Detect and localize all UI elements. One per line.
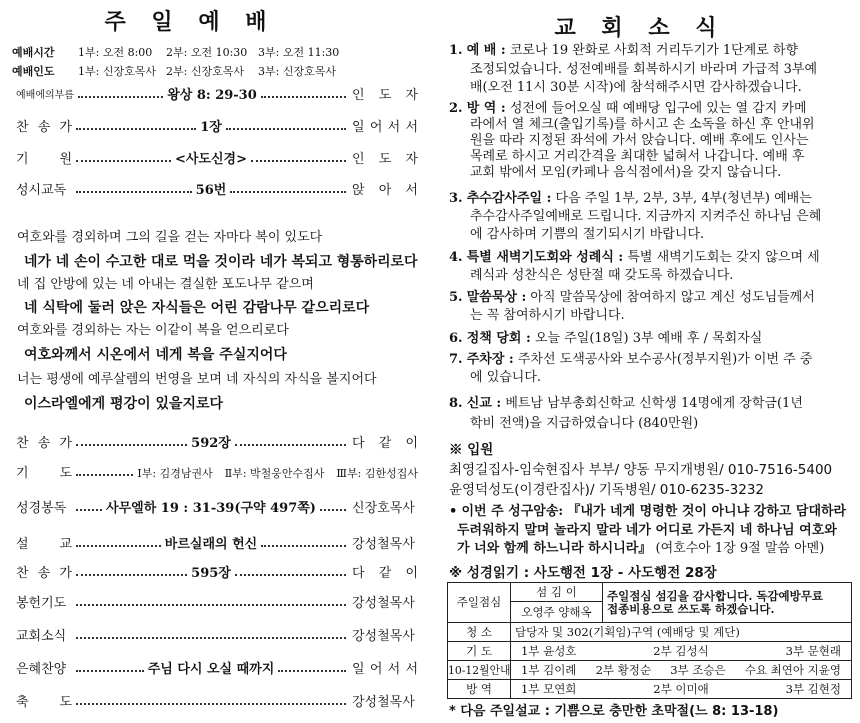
dotted-leader: [76, 574, 187, 576]
psalm-line: 여호와를 경외하는 자는 이같이 복을 얻으리로다: [17, 323, 289, 338]
order-role: 다 같 이: [352, 436, 419, 451]
order-role: 일 어 서 서: [352, 120, 419, 135]
schedule-leader-3: 3부: 신장호목사: [258, 65, 336, 78]
hospital-entry: 최영길집사-임숙현집사 부부/ 양동 무지개병원/ 010-7516-5400: [449, 462, 833, 478]
dotted-leader: [76, 509, 102, 511]
news-line: [449, 101, 852, 117]
dotted-leader: [261, 545, 346, 547]
dotted-leader: [78, 96, 163, 98]
news-line: 에 감사하며 기쁨의 절기되시기 바랍니다.: [470, 227, 705, 242]
dotted-leader: [76, 670, 144, 672]
guide-name: 2부 황정순: [595, 662, 652, 677]
order-call-to-worship: [16, 86, 418, 106]
order-hymn-1: [16, 118, 418, 138]
order-invocation: [16, 150, 418, 170]
news-line: [449, 351, 852, 369]
news-item-mission: [449, 394, 852, 434]
lunch-note-line: 주일점심 섬김을 감사합니다. 독감예방무료: [607, 588, 823, 603]
news-item-dawn-prayer: [449, 249, 852, 284]
servers-cell: [511, 602, 603, 623]
news-label: 예 배 :: [466, 43, 506, 58]
news-line: 원을 따라 지정된 좌석에 가서 앉습니다. 예배 후에도 인사는: [470, 133, 809, 148]
memory-line: [457, 540, 852, 559]
order-role: 인 도 자: [352, 152, 418, 167]
dotted-leader: [76, 160, 171, 162]
news-line: [449, 190, 852, 208]
dotted-leader: [261, 96, 346, 98]
news-text: 특별 새벽기도회는 갖지 않으며 세: [627, 250, 820, 265]
news-line: [449, 289, 852, 307]
hospital-heading: ※ 입원: [449, 442, 494, 458]
order-benediction: [16, 693, 418, 713]
dotted-leader: [230, 191, 346, 193]
memory-reference: (여호수아 1장 9절 말씀 아멘): [655, 541, 825, 556]
order-hymn-3: [16, 564, 418, 584]
guide-value-cell: [511, 661, 852, 680]
schedule-time-label: 예배시간: [12, 46, 55, 59]
news-label: 말씀묵상 :: [466, 290, 527, 305]
lunch-label: 주일점심: [456, 595, 502, 609]
news-line: 교회 밖에서 모임(카페나 음식점에서)을 갖지 않습니다.: [470, 165, 782, 180]
cleaning-value-cell: [511, 623, 852, 642]
guide-name: 1부 김이례: [521, 662, 577, 677]
prayer-name: 3부 문현래: [785, 643, 841, 658]
order-label: 예배에의부름: [16, 90, 74, 101]
order-content: 592장: [191, 436, 231, 451]
news-item-quarantine: [449, 101, 852, 181]
servers: 오영주 양해옥: [521, 604, 592, 619]
prayer-leader: Ⅱ부: 박철웅안수집사: [224, 467, 325, 480]
news-number: 7.: [449, 352, 463, 367]
guide-label-cell: [448, 661, 511, 680]
order-label: 성경봉독: [16, 501, 67, 516]
news-line: 에 있습니다.: [470, 370, 542, 385]
prayer-leader: Ⅰ부: 김경남권사: [137, 467, 213, 480]
order-content: 1장: [200, 120, 222, 135]
order-role: 신장호목사: [352, 501, 415, 516]
next-sermon: [449, 703, 852, 721]
psalm-line-response: 여호와께서 시온에서 네게 복을 주실지어다: [24, 347, 287, 363]
news-label: 정책 당회 :: [466, 331, 531, 346]
news-text: 아직 말씀묵상에 참여하지 않고 계신 성도님들께서: [530, 290, 815, 305]
psalm-line-response: 이스라엘에게 평강이 있을지로다: [24, 396, 224, 412]
news-item-meditation: [449, 289, 852, 324]
news-text: 오늘 주일(18일) 3부 예배 후 / 목회자실: [534, 331, 763, 346]
dotted-leader: [76, 474, 133, 476]
order-announcements: [16, 627, 418, 647]
order-label: 은혜찬양: [16, 662, 67, 677]
news-text: 코로나 19 완화로 사회적 거리두기가 1단계로 하향: [509, 43, 799, 58]
news-item-session: [449, 330, 852, 348]
order-label: 기 원: [16, 152, 72, 167]
order-content: <사도신경>: [174, 152, 248, 167]
news-number: 2.: [449, 101, 463, 116]
dotted-leader: [235, 444, 346, 446]
dotted-leader: [76, 191, 192, 193]
news-number: 6.: [449, 331, 463, 346]
news-text: 주차선 도색공사와 보수공사(정부지원)가 이번 주 중: [517, 352, 813, 367]
cleaning-value: 담당자 및 302(기획임)구역 (예배당 및 계단): [515, 624, 740, 639]
order-label: 설 교: [16, 537, 72, 552]
dotted-leader: [76, 128, 196, 130]
dotted-leader: [76, 545, 161, 547]
news-line: 학비 전액)을 지급하였습니다 (840만원): [470, 416, 699, 431]
guide-names: [511, 664, 851, 677]
quarantine-names: [511, 683, 851, 696]
order-role: 인 도 자: [352, 88, 418, 103]
next-sermon-title: 기쁨으로 충만한 초막절(느 8: 13-18): [554, 704, 779, 719]
news-number: 1.: [449, 43, 463, 58]
news-item-worship: [449, 42, 852, 98]
news-label: 특별 새벽기도회와 성례식 :: [466, 250, 624, 265]
server-header-cell: [511, 583, 603, 602]
dotted-leader: [235, 574, 346, 576]
news-label: 주차장 :: [466, 352, 514, 367]
news-label: 신교 :: [466, 396, 502, 411]
quarantine-label: 방 역: [466, 681, 492, 696]
order-offering-prayer: [16, 594, 418, 614]
order-content: 사무엘하 19 : 31-39(구약 497쪽): [106, 501, 316, 516]
order-sermon: [16, 535, 418, 555]
memory-label: 이번 주 성구암송:: [461, 504, 564, 519]
news-line: [449, 330, 852, 348]
lunch-label-cell: [448, 583, 511, 623]
order-content: 왕상 8: 29-30: [167, 88, 257, 103]
order-prayer: [16, 464, 418, 484]
order-label: 봉헌기도: [16, 596, 67, 611]
cleaning-label: 청 소: [466, 624, 492, 639]
memory-text: 가 너와 함께 하느니라 하시니라』: [457, 541, 652, 556]
news-line: [449, 42, 852, 61]
schedule-time-1: 1부: 오전 8:00: [78, 46, 153, 59]
news-item-thanksgiving: [449, 190, 852, 244]
prayer-value-cell: [511, 642, 852, 661]
order-content: 바르실래의 헌신: [164, 537, 258, 552]
prayer-name: 2부 김성식: [653, 643, 709, 658]
order-scripture: [16, 499, 418, 519]
lunch-note-cell: [603, 583, 852, 623]
news-item-parking: [449, 351, 852, 387]
memory-verse: [449, 503, 852, 559]
worship-title: 주 일 예 배: [104, 9, 276, 35]
schedule-time-row: [12, 44, 417, 62]
dotted-leader: [76, 444, 187, 446]
news-text: 베트남 남부총회신학교 신학생 14명에게 장학금(1년: [505, 396, 803, 411]
order-role: 다 같 이: [352, 566, 419, 581]
order-role: 강성철목사: [352, 596, 415, 611]
memory-text: 『내가 네게 명령한 것이 아니냐 강하고 담대하라: [567, 504, 847, 519]
news-label: 방 역 :: [466, 101, 506, 116]
order-label: 성시교독: [16, 183, 67, 198]
psalm-line: 너는 평생에 예루살렘의 번영을 보며 네 자식의 자식을 볼지어다: [17, 372, 377, 387]
order-label: 찬 송 가: [16, 436, 72, 451]
order-label: 찬 송 가: [16, 120, 72, 135]
guide-label: 10-12월안내: [448, 662, 511, 677]
dotted-leader: [320, 509, 346, 511]
order-role: 앉 아 서: [352, 183, 418, 198]
news-title: 교 회 소 식: [554, 15, 726, 41]
order-label: 기 도: [16, 466, 72, 481]
news-line: 조정되었습니다. 성전예배를 회복하시기 바라며 가급적 3부예: [470, 61, 818, 77]
order-role: 강성철목사: [352, 537, 415, 552]
news-line: 라에서 열 체크(출입기록)를 하시고 손 소독을 하신 후 안내위: [470, 117, 815, 132]
order-role: 강성철목사: [352, 629, 415, 644]
psalm-line: 네 집 안방에 있는 네 아내는 결실한 포도나무 같으며: [17, 277, 314, 292]
server-header: 섬 김 이: [536, 584, 577, 599]
dotted-leader: [76, 703, 346, 705]
cleaning-label-cell: [448, 623, 511, 642]
news-line: 목례로 하시고 거리간격을 최대한 넓혀서 나갑니다. 예배 후: [470, 149, 805, 164]
news-line: 배(오전 11시 30분 시작)에 참석해주시면 감사하겠습니다.: [470, 80, 802, 95]
quarantine-name: 2부 이미애: [653, 681, 709, 696]
order-hymn-2: [16, 434, 418, 454]
dotted-leader: [76, 637, 346, 639]
memory-line: [449, 503, 852, 522]
order-label: 축 도: [16, 695, 72, 710]
quarantine-label-cell: [448, 680, 511, 699]
news-number: 3.: [449, 191, 463, 206]
prayer-label-cell: [448, 642, 511, 661]
quarantine-name: 1부 모연희: [521, 681, 577, 696]
hospital-entry: 윤영덕성도(이경란집사)/ 기독병원/ 010-6235-3232: [449, 482, 765, 498]
order-responsive-reading: [16, 181, 418, 201]
order-role: 강성철목사: [352, 695, 415, 710]
prayer-names: [511, 645, 851, 658]
quarantine-value-cell: [511, 680, 852, 699]
psalm-line: 여호와를 경외하며 그의 길을 걷는 자마다 복이 있도다: [17, 230, 323, 245]
schedule-leader-2: 2부: 신장호목사: [166, 65, 244, 78]
prayer-name: 1부 윤성호: [521, 643, 577, 658]
dotted-leader: [278, 670, 346, 672]
order-content: 56번: [195, 183, 227, 198]
news-line: 는 꼭 참여하시기 바랍니다.: [470, 307, 625, 323]
psalm-line-response: 네 식탁에 둘러 앉은 자식들은 어린 감람나무 같으리로다: [24, 300, 370, 316]
order-label: 찬 송 가: [16, 566, 72, 581]
guide-name: 수요 최연아 지윤영: [744, 662, 841, 677]
duty-table: [447, 582, 852, 699]
news-line: [449, 394, 852, 414]
lunch-note-line: 접종비용으로 쓰도록 하겠습니다.: [607, 601, 775, 616]
bible-reading: ※ 성경읽기 : 사도행전 1장 - 사도행전 28장: [449, 565, 717, 581]
order-label: 교회소식: [16, 629, 67, 644]
order-role: 일 어 서 서: [352, 662, 419, 677]
news-number: 5.: [449, 290, 463, 305]
memory-line: 두려워하지 말며 놀라지 말라 네가 어디로 가든지 네 하나님 여호와: [457, 522, 837, 538]
news-line: 례식과 성찬식은 성탄절 때 갖도록 하겠습니다.: [470, 267, 734, 283]
schedule-time-2: 2부: 오전 10:30: [166, 46, 248, 59]
dotted-leader: [226, 128, 346, 130]
news-label: 추수감사주일 :: [466, 191, 552, 206]
news-text: 다음 주일 1부, 2부, 3부, 4부(청년부) 예배는: [555, 191, 812, 206]
order-content: 595장: [191, 566, 231, 581]
order-content: 주님 다시 오실 때까지: [147, 662, 275, 677]
psalm-line-response: 네가 네 손이 수고한 대로 먹을 것이라 네가 복되고 형통하리로다: [24, 254, 418, 270]
schedule-time-3: 3부: 오전 11:30: [258, 46, 340, 59]
dotted-leader: [76, 604, 346, 606]
schedule-leader-row: [12, 63, 417, 81]
prayer-label: 기 도: [466, 643, 492, 658]
bullet-icon: •: [449, 504, 458, 519]
order-praise: [16, 660, 418, 680]
prayer-leaders: [137, 464, 418, 484]
news-line: [449, 249, 852, 267]
schedule-leader-label: 예배인도: [12, 65, 55, 78]
dotted-leader: [251, 160, 346, 162]
guide-name: 3부 조승은: [670, 662, 726, 677]
quarantine-name: 3부 김현정: [785, 681, 841, 696]
news-line: 추수감사주일예배로 드립니다. 지금까지 지켜주신 하나님 은혜: [470, 209, 822, 224]
news-number: 4.: [449, 250, 463, 265]
prayer-leader: Ⅲ부: 김한성집사: [336, 467, 418, 480]
next-sermon-label: * 다음 주일설교 :: [449, 704, 550, 719]
news-number: 8.: [449, 396, 463, 411]
schedule-leader-1: 1부: 신장호목사: [78, 65, 156, 78]
news-text: 성전에 들어오실 때 예배당 입구에 있는 열 감지 카메: [509, 101, 807, 116]
